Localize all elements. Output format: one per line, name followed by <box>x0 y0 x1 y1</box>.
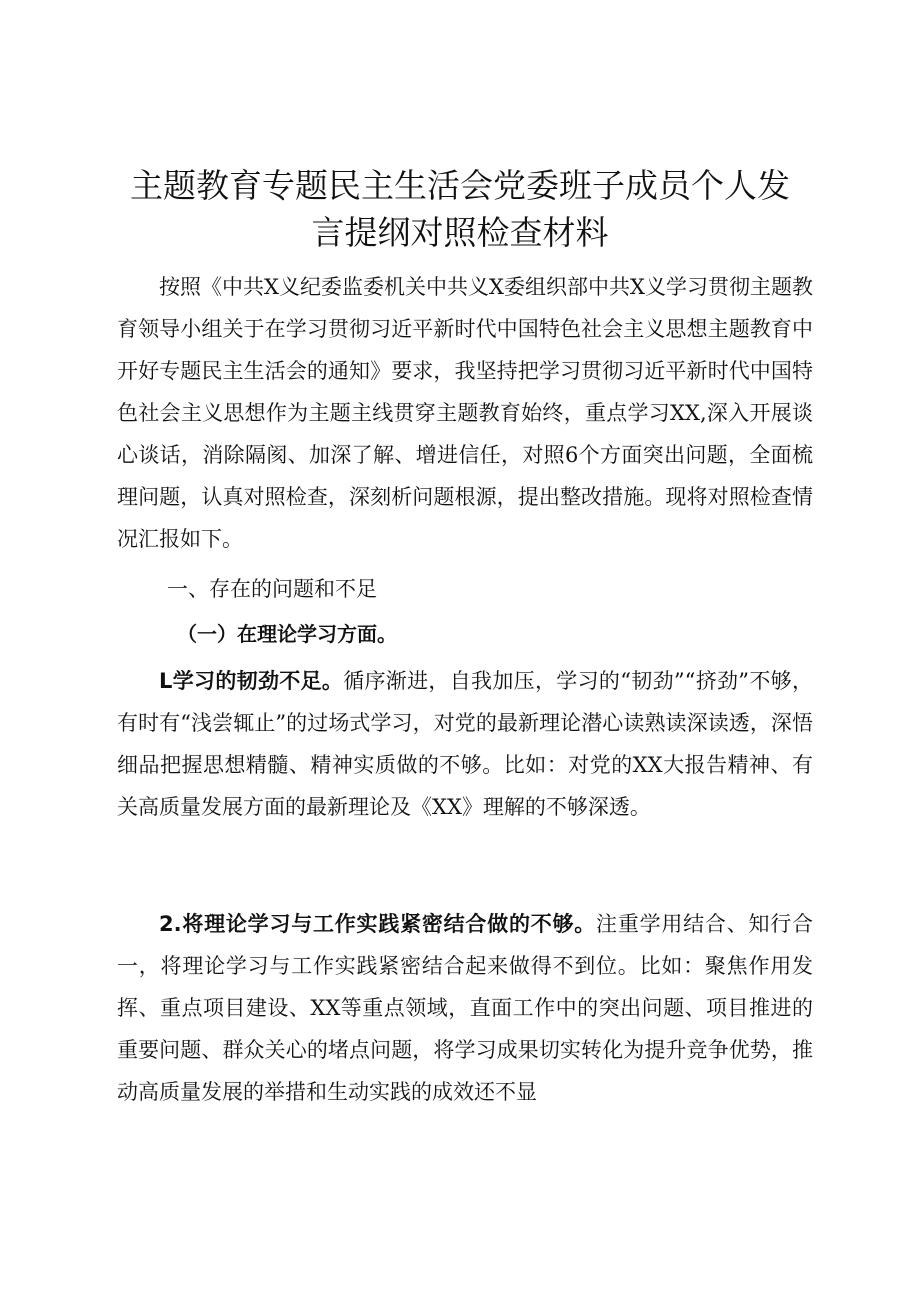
item-1-paragraph <box>117 660 813 828</box>
item-1-lead: L学习的韧劲不足。 <box>159 669 344 693</box>
document-title-line-2: 言提纲对照检查材料 <box>311 213 609 252</box>
section-heading-problems: 一、存在的问题和不足 <box>167 577 377 601</box>
item-1-body: 循序渐进，自我加压，学习的“韧劲”“挤劲”不够，有时有“浅尝辄止”的过场式学习，对党的最新理论潜心读熟读深读透，深悟细品把握思想精髓、精神实质做的不够。比如：对党的XX大报告精神、有关高质量发展方面的最新理论及《XX》理解的不够深透。 <box>117 669 813 819</box>
item-2-body: 注重学用结合、知行合一，将理论学习与工作实践紧密结合起来做得不到位。比如：聚焦作用发挥、重点项目建设、XX等重点领域，直面工作中的突出问题、项目推进的重要问题、群众关心的堵点问题，将学习成果切实转化为提升竞争优势，推动高质量发展的举措和生动实践的成效还不显 <box>117 912 813 1104</box>
intro-paragraph: 按照《中共X义纪委监委机关中共义X委组织部中共X义学习贯彻主题教育领导小组关于在学习贯彻习近平新时代中国特色社会主义思想主题教育中开好专题民主生活会的通知》要求，我坚持把学习贯彻习近平新时代中国特色社会主义思想作为主题主线贯穿主题教育始终，重点学习XX,深入开展谈心谈话，消除隔阂、加深了解、增进信任，对照6个方面突出问题，全面梳理问题，认真对照检查，深刻析问题根源，提出整改措施。现将对照检查情况汇报如下。 <box>117 275 813 551</box>
subsection-heading-theory-study: （一）在理论学习方面。 <box>177 622 397 646</box>
document-title-line-1: 主题教育专题民主生活会党委班子成员个人发 <box>130 166 790 205</box>
item-2-paragraph <box>117 903 813 1113</box>
item-2-lead: 2.将理论学习与工作实践紧密结合做的不够。 <box>159 912 597 936</box>
